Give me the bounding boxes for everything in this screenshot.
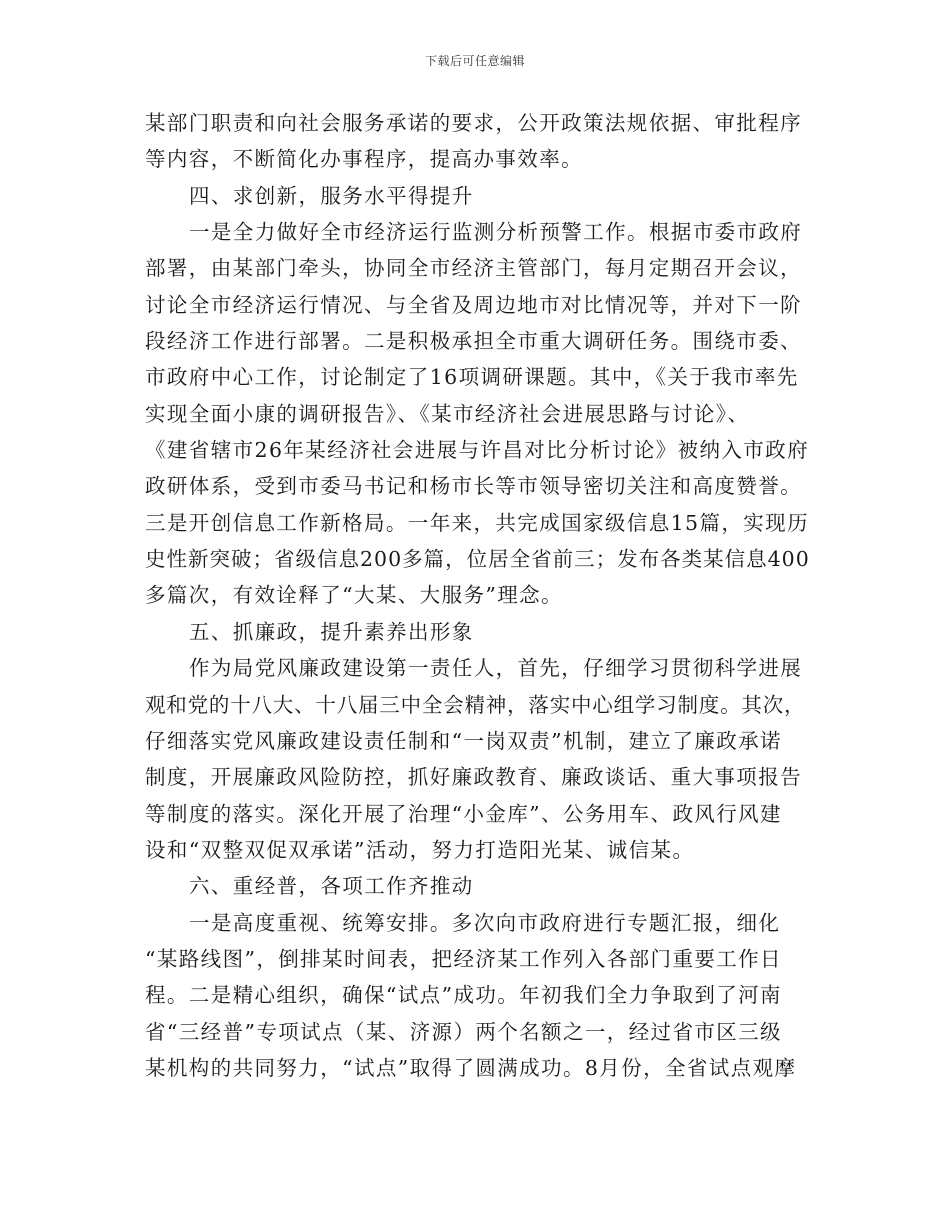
text-line: 某部门职责和向社会服务承诺的要求，公开政策法规依据、审批程序 — [145, 111, 802, 135]
text-line: 政研体系，受到市委马书记和杨市长等市领导密切关注和高度赞誉。 — [145, 474, 802, 499]
text-line: 段经济工作进行部署。二是积极承担全市重大调研任务。围绕市委、 — [145, 329, 802, 354]
text-line: 实现全面小康的调研报告》、《某市经济社会进展思路与讨论》、 — [145, 401, 750, 426]
text-line: “某路线图”，倒排某时间表，把经济某工作列入各部门重要工作日 — [145, 946, 782, 971]
text-line: 多篇次，有效诠释了“大某、大服务”理念。 — [145, 583, 563, 608]
text-line: 《建省辖市26年某经济社会进展与许昌对比分析讨论》被纳入市政府 — [145, 438, 809, 463]
text-line: 程。二是精心组织，确保“试点”成功。年初我们全力争取到了河南 — [145, 983, 782, 1008]
text-line: 市政府中心工作，讨论制定了16项调研课题。其中，《关于我市率先 — [145, 365, 799, 390]
text-line: 三是开创信息工作新格局。一年来，共完成国家级信息15篇，实现历 — [145, 510, 809, 535]
document-body — [145, 105, 810, 1086]
text-line: 等制度的落实。深化开展了治理“小金库”、公务用车、政风行风建 — [145, 801, 782, 826]
text-line: 一是高度重视、统筹安排。多次向市政府进行专题汇报，细化 — [189, 910, 781, 935]
text-line: 史性新突破；省级信息200多篇，位居全省前三；发布各类某信息400 — [145, 547, 810, 572]
text-line: 部署，由某部门牵头，协同全市经济主管部门，每月定期召开会议， — [145, 256, 802, 281]
text-line: 一是全力做好全市经济运行监测分析预警工作。根据市委市政府 — [189, 220, 803, 245]
text-line: 讨论全市经济运行情况、与全省及周边地市对比情况等，并对下一阶 — [145, 292, 802, 317]
text-line: 观和党的十八大、十八届三中全会精神，落实中心组学习制度。其次， — [145, 692, 806, 717]
text-line: 设和“双整双促双承诺”活动，努力打造阳光某、诚信某。 — [145, 837, 695, 862]
text-line: 省“三经普”专项试点（某、济源）两个名额之一，经过省市区三级 — [145, 1019, 782, 1044]
text-line: 仔细落实党风廉政建设责任制和“一岗双责”机制，建立了廉政承诺 — [145, 728, 782, 753]
text-line: 制度，开展廉政风险防控，抓好廉政教育、廉政谈话、重大事项报告 — [145, 765, 802, 790]
text-line: 等内容，不断简化办事程序，提高办事效率。 — [145, 147, 583, 172]
page-header: 下载后可任意编辑 — [424, 54, 525, 68]
text-line: 作为局党风廉政建设第一责任人，首先，仔细学习贯彻科学进展 — [189, 656, 803, 681]
text-line: 五、抓廉政，提升素养出形象 — [189, 619, 474, 644]
text-line: 六、重经普，各项工作齐推动 — [189, 874, 474, 899]
text-line: 四、求创新，服务水平得提升 — [189, 183, 474, 208]
text-line: 某机构的共同努力，“试点”取得了圆满成功。8月份，全省试点观摩 — [145, 1055, 797, 1080]
